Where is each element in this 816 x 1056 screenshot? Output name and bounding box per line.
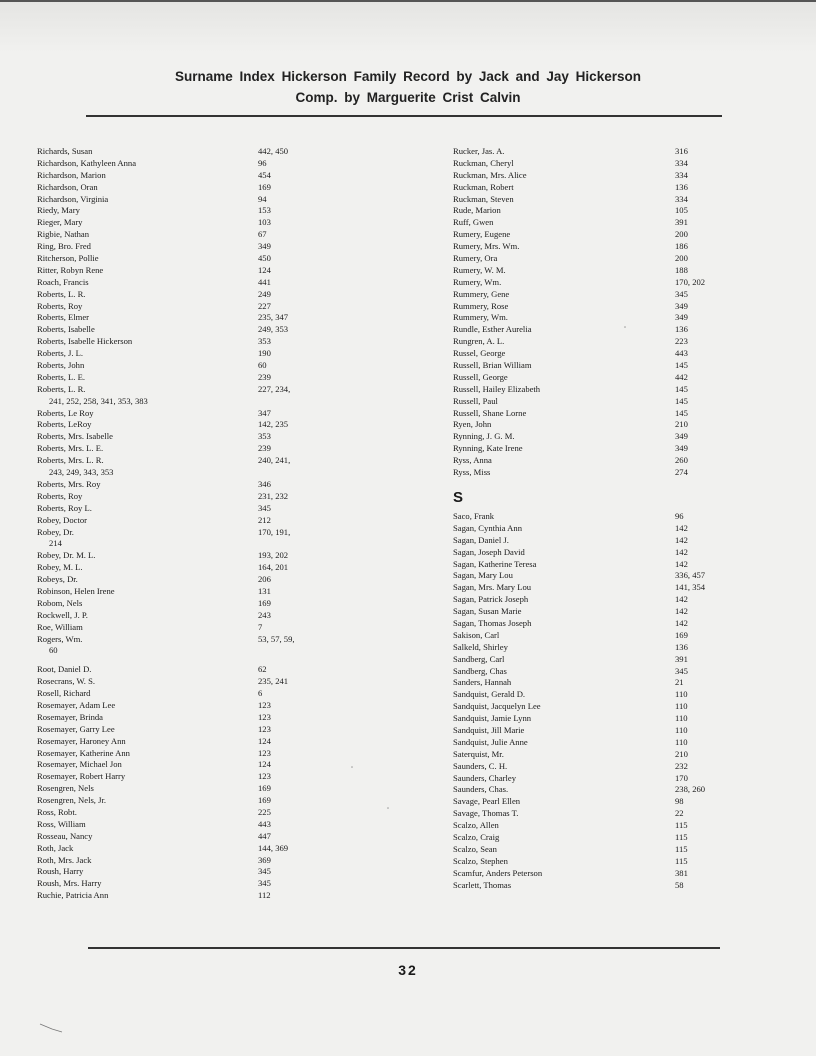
- entry-name: Roberts, Elmer: [37, 312, 90, 323]
- entry-pages: 345: [258, 878, 271, 889]
- entry-pages: 240, 241,: [258, 455, 291, 466]
- entry-pages: 136: [675, 324, 688, 335]
- entry-name: Russel, George: [453, 348, 506, 359]
- entry-pages: 142: [675, 546, 688, 557]
- entry-name: 243, 249, 343, 353: [49, 467, 114, 478]
- entry-pages: 145: [675, 395, 688, 406]
- entry-name: Sandberg, Chas: [453, 665, 507, 676]
- entry-pages: 22: [675, 808, 684, 819]
- entry-name: Ryss, Miss: [453, 467, 491, 478]
- entry-name: Salkeld, Shirley: [453, 641, 508, 652]
- entry-name: Sandquist, Jacquelyn Lee: [453, 701, 541, 712]
- entry-name: Savage, Thomas T.: [453, 808, 519, 819]
- entry-name: Rosemayer, Garry Lee: [37, 723, 115, 734]
- entry-pages: 131: [258, 585, 271, 596]
- entry-pages: 334: [675, 157, 688, 168]
- entry-name: Richards, Susan: [37, 146, 93, 156]
- entry-pages: 231, 232: [258, 490, 289, 501]
- entry-pages: 235, 347: [258, 312, 289, 323]
- entry-pages: 170: [675, 772, 688, 783]
- entry-name: Rosemayer, Brinda: [37, 711, 104, 722]
- entry-name: Rynning, J. G. M.: [453, 431, 515, 442]
- entry-pages: 345: [258, 502, 271, 513]
- entry-name: Roth, Mrs. Jack: [37, 854, 92, 865]
- entry-pages: 227, 234,: [258, 383, 291, 394]
- entry-pages: 170, 202: [675, 276, 706, 287]
- entry-pages: 123: [258, 723, 271, 734]
- entry-name: Sagan, Susan Marie: [453, 606, 522, 617]
- entry-name: Ruckman, Steven: [453, 193, 514, 204]
- entry-name: Roberts, L. E.: [37, 371, 85, 382]
- entry-pages: 353: [258, 431, 271, 442]
- entry-name: Rummery, Wm.: [453, 312, 508, 323]
- entry-name: Savage, Pearl Ellen: [453, 796, 521, 807]
- entry-pages: 381: [675, 867, 688, 878]
- entry-name: Rumery, Mrs. Wm.: [453, 241, 520, 252]
- entry-pages: 391: [675, 653, 688, 664]
- entry-pages: 391: [675, 217, 688, 228]
- entry-name: Ryen, John: [453, 419, 492, 430]
- entry-name: Rumery, Eugene: [453, 229, 511, 240]
- entry-pages: 200: [675, 253, 688, 264]
- entry-pages: 227: [258, 300, 271, 311]
- entry-name: Ruchie, Patricia Ann: [37, 890, 109, 901]
- entry-pages: 238, 260: [675, 784, 706, 795]
- entry-pages: 169: [258, 795, 271, 806]
- entry-pages: 353: [258, 336, 271, 347]
- entry-name: Richardson, Oran: [37, 181, 98, 192]
- entry-name: Roberts, L. R.: [37, 288, 86, 299]
- entry-name: Richardson, Virginia: [37, 193, 109, 204]
- entry-name: Scarlett, Thomas: [453, 879, 512, 890]
- entry-pages: 442: [675, 371, 688, 382]
- entry-name: Roberts, Le Roy: [37, 407, 94, 418]
- entry-name: Sagan, Cynthia Ann: [453, 522, 522, 533]
- entry-name: Ritcherson, Pollie: [37, 253, 99, 264]
- entry-pages: 349: [258, 241, 271, 252]
- entry-name: Roberts, John: [37, 360, 85, 371]
- entry-pages: 349: [675, 312, 688, 323]
- entry-pages: 193, 202: [258, 550, 289, 561]
- entry-pages: 170, 191,: [258, 526, 291, 537]
- entry-name: Richardson, Kathyleen Anna: [37, 157, 137, 168]
- entry-pages: 136: [675, 181, 688, 192]
- entry-pages: 115: [675, 820, 688, 831]
- entry-pages: 443: [675, 348, 688, 359]
- entry-name: Rosemayer, Michael Jon: [37, 759, 122, 770]
- entry-name: Sakison, Carl: [453, 629, 500, 640]
- entry-name: Roberts, Isabelle: [37, 324, 95, 335]
- entry-name: Ryss, Anna: [453, 455, 492, 466]
- entry-pages: 110: [675, 689, 688, 700]
- entry-pages: 124: [258, 735, 271, 746]
- entry-pages: 443: [258, 818, 271, 829]
- entry-name: Rumery, Ora: [453, 253, 498, 264]
- section-letter-s: S: [453, 488, 464, 506]
- entry-name: Rockwell, J. P.: [37, 609, 88, 620]
- entry-name: Sagan, Daniel J.: [453, 534, 509, 545]
- entry-name: Saunders, Chas.: [453, 784, 509, 795]
- entry-pages: 105: [675, 205, 688, 216]
- entry-name: Rummery, Rose: [453, 300, 509, 311]
- entry-name: Roberts, Roy L.: [37, 502, 92, 513]
- entry-name: Rynning, Kate Irene: [453, 443, 523, 454]
- entry-name: Riedy, Mary: [37, 205, 80, 216]
- entry-name: Rosseau, Nancy: [37, 830, 93, 841]
- entry-name: Richardson, Marion: [37, 169, 106, 180]
- entry-pages: 142: [675, 594, 688, 605]
- entry-name: Saterquist, Mr.: [453, 748, 504, 759]
- entry-pages: 186: [675, 241, 688, 252]
- entry-pages: 164, 201: [258, 562, 289, 573]
- entry-name: Rungren, A. L.: [453, 336, 505, 347]
- entry-pages: 58: [675, 879, 684, 890]
- entry-name: Roberts, Roy: [37, 300, 83, 311]
- entry-pages: 447: [258, 830, 271, 841]
- entry-pages: 123: [258, 747, 271, 758]
- entry-pages: 210: [675, 748, 688, 759]
- entry-pages: 136: [675, 641, 688, 652]
- entry-name: Robey, Dr.: [37, 526, 74, 537]
- entry-name: Rumery, W. M.: [453, 264, 506, 275]
- entry-name: Scamfur, Anders Peterson: [453, 867, 543, 878]
- entry-pages: 190: [258, 348, 271, 359]
- entry-pages: 145: [675, 407, 688, 418]
- entry-pages: 349: [675, 300, 688, 311]
- entry-pages: 6: [258, 688, 263, 699]
- entry-pages: 103: [258, 217, 271, 228]
- entry-pages: 223: [675, 336, 688, 347]
- entry-pages: 142, 235: [258, 419, 289, 430]
- entry-pages: 274: [675, 467, 688, 478]
- entry-name: Root, Daniel D.: [37, 664, 92, 675]
- entry-pages: 96: [675, 510, 684, 521]
- entry-pages: 123: [258, 711, 271, 722]
- entry-pages: 169: [675, 629, 688, 640]
- entry-name: 214: [49, 538, 62, 549]
- entry-pages: 346: [258, 478, 271, 489]
- entry-pages: 62: [258, 664, 267, 675]
- entry-name: Rummery, Gene: [453, 288, 510, 299]
- entry-pages: 110: [675, 713, 688, 724]
- entry-pages: 316: [675, 146, 688, 156]
- entry-pages: 454: [258, 169, 271, 180]
- entry-name: Rundle, Esther Aurelia: [453, 324, 532, 335]
- entry-name: Ruckman, Mrs. Alice: [453, 169, 527, 180]
- entry-name: Roberts, J. L.: [37, 348, 84, 359]
- entry-name: Rosengren, Nels: [37, 783, 94, 794]
- entry-pages: 98: [675, 796, 684, 807]
- entry-name: Robinson, Helen Irene: [37, 585, 115, 596]
- entry-name: Rosemayer, Haroney Ann: [37, 735, 126, 746]
- entry-pages: 112: [258, 890, 271, 901]
- entry-name: Roberts, L. R.: [37, 383, 86, 394]
- entry-pages: 21: [675, 677, 684, 688]
- entry-pages: 239: [258, 443, 271, 454]
- entry-pages: 115: [675, 855, 688, 866]
- entry-pages: 153: [258, 205, 271, 216]
- entry-name: Rigbie, Nathan: [37, 229, 90, 240]
- entry-name: 60: [49, 645, 58, 656]
- entry-name: Rogers, Wm.: [37, 633, 83, 644]
- entry-name: Russell, Hailey Elizabeth: [453, 383, 541, 394]
- entry-name: Robey, M. L.: [37, 562, 83, 573]
- header-title-line2: Comp. by Marguerite Crist Calvin: [295, 90, 521, 105]
- entry-name: Rosell, Richard: [37, 688, 91, 699]
- entry-name: Saunders, C. H.: [453, 760, 508, 771]
- entry-pages: 67: [258, 229, 267, 240]
- entry-pages: 243: [258, 609, 271, 620]
- entry-name: Sagan, Thomas Joseph: [453, 617, 532, 628]
- entry-name: Roberts, Mrs. Isabelle: [37, 431, 113, 442]
- entry-pages: 347: [258, 407, 271, 418]
- entry-name: Scalzo, Craig: [453, 831, 500, 842]
- entry-pages: 188: [675, 264, 688, 275]
- entry-name: Roth, Jack: [37, 842, 74, 853]
- entry-name: Roush, Harry: [37, 866, 84, 877]
- entry-pages: 124: [258, 759, 271, 770]
- entry-pages: 441: [258, 276, 271, 287]
- entry-name: Rosengren, Nels, Jr.: [37, 795, 106, 806]
- entry-pages: 124: [258, 264, 271, 275]
- entry-name: Ross, Robt.: [37, 806, 77, 817]
- entry-pages: 60: [258, 360, 267, 371]
- entry-name: Saco, Frank: [453, 510, 495, 521]
- entry-name: Rucker, Jas. A.: [453, 146, 505, 156]
- page-number: 32: [398, 962, 418, 978]
- entry-name: Sandquist, Jill Marie: [453, 724, 525, 735]
- entry-name: Sagan, Joseph David: [453, 546, 525, 557]
- entry-name: Sanders, Hannah: [453, 677, 512, 688]
- entry-pages: 110: [675, 736, 688, 747]
- entry-name: Ritter, Robyn Rene: [37, 264, 104, 275]
- entry-name: Roush, Mrs. Harry: [37, 878, 102, 889]
- entry-pages: 442, 450: [258, 146, 289, 156]
- entry-name: Scalzo, Stephen: [453, 855, 508, 866]
- entry-pages: 336, 457: [675, 570, 706, 581]
- entry-pages: 53, 57, 59,: [258, 633, 295, 644]
- entry-name: Ruckman, Cheryl: [453, 157, 514, 168]
- entry-name: Sandquist, Julie Anne: [453, 736, 528, 747]
- entry-name: Rosecrans, W. S.: [37, 676, 96, 687]
- entry-pages: 212: [258, 514, 271, 525]
- entry-name: Sandquist, Gerald D.: [453, 689, 526, 700]
- entry-name: Ross, William: [37, 818, 86, 829]
- entry-name: Sandberg, Carl: [453, 653, 505, 664]
- entry-name: Sagan, Katherine Teresa: [453, 558, 537, 569]
- entry-pages: 144, 369: [258, 842, 289, 853]
- entry-name: Rude, Marion: [453, 205, 501, 216]
- entry-pages: 249, 353: [258, 324, 289, 335]
- entry-pages: 145: [675, 360, 688, 371]
- entry-name: Roberts, Roy: [37, 490, 83, 501]
- entry-name: Roach, Francis: [37, 276, 89, 287]
- entry-pages: 260: [675, 455, 688, 466]
- entry-pages: 232: [675, 760, 688, 771]
- entry-name: Scalzo, Sean: [453, 843, 497, 854]
- entry-pages: 123: [258, 771, 271, 782]
- entry-pages: 334: [675, 169, 688, 180]
- entry-pages: 110: [675, 701, 688, 712]
- entry-pages: 145: [675, 383, 688, 394]
- entry-name: Sandquist, Jamie Lynn: [453, 713, 532, 724]
- entry-name: Roberts, Mrs. L. R.: [37, 455, 104, 466]
- entry-pages: 115: [675, 831, 688, 842]
- entry-pages: 345: [258, 866, 271, 877]
- entry-pages: 349: [675, 431, 688, 442]
- entry-pages: 225: [258, 806, 271, 817]
- entry-pages: 334: [675, 193, 688, 204]
- entry-name: Rosemayer, Adam Lee: [37, 699, 116, 710]
- entry-name: Ring, Bro. Fred: [37, 241, 91, 252]
- entry-pages: 345: [675, 288, 688, 299]
- entry-name: Rumery, Wm.: [453, 276, 502, 287]
- entry-name: Ruff, Gwen: [453, 217, 494, 228]
- entry-name: Russell, Brian William: [453, 360, 532, 371]
- entry-pages: 94: [258, 193, 267, 204]
- entry-name: Russell, Paul: [453, 395, 498, 406]
- entry-name: 241, 252, 258, 341, 353, 383: [49, 395, 148, 406]
- entry-pages: 249: [258, 288, 271, 299]
- entry-name: Robeys, Dr.: [37, 574, 78, 585]
- entry-pages: 141, 354: [675, 582, 706, 593]
- entry-pages: 200: [675, 229, 688, 240]
- entry-pages: 169: [258, 597, 271, 608]
- entry-pages: 169: [258, 181, 271, 192]
- entry-pages: 142: [675, 606, 688, 617]
- entry-pages: 235, 241: [258, 676, 289, 687]
- entry-pages: 110: [675, 724, 688, 735]
- entry-pages: 210: [675, 419, 688, 430]
- entry-pages: 169: [258, 783, 271, 794]
- entry-pages: 123: [258, 699, 271, 710]
- entry-pages: 142: [675, 617, 688, 628]
- entry-pages: 206: [258, 574, 271, 585]
- entry-pages: 96: [258, 157, 267, 168]
- entry-name: Rieger, Mary: [37, 217, 83, 228]
- entry-pages: 345: [675, 665, 688, 676]
- entry-pages: 142: [675, 558, 688, 569]
- entry-name: Sagan, Patrick Joseph: [453, 594, 529, 605]
- entry-pages: 7: [258, 621, 263, 632]
- entry-pages: 142: [675, 534, 688, 545]
- entry-name: Rosemayer, Robert Harry: [37, 771, 126, 782]
- entry-name: Roberts, Mrs. L. E.: [37, 443, 104, 454]
- header-title-line1: Surname Index Hickerson Family Record by Jack and Jay Hickerson: [175, 69, 641, 84]
- entry-name: Saunders, Charley: [453, 772, 517, 783]
- entry-name: Roberts, Mrs. Roy: [37, 478, 101, 489]
- entry-name: Roberts, LeRoy: [37, 419, 92, 430]
- entry-pages: 450: [258, 253, 271, 264]
- entry-pages: 349: [675, 443, 688, 454]
- entry-name: Sagan, Mrs. Mary Lou: [453, 582, 532, 593]
- entry-pages: 115: [675, 843, 688, 854]
- entry-name: Russell, Shane Lorne: [453, 407, 527, 418]
- entry-name: Robey, Doctor: [37, 514, 88, 525]
- entry-pages: 369: [258, 854, 271, 865]
- entry-name: Rosemayer, Katherine Ann: [37, 747, 130, 758]
- entry-name: Scalzo, Allen: [453, 820, 499, 831]
- entry-name: Roe, William: [37, 621, 83, 632]
- entry-name: Robey, Dr. M. L.: [37, 550, 96, 561]
- entry-name: Ruckman, Robert: [453, 181, 514, 192]
- entry-pages: 142: [675, 522, 688, 533]
- entry-pages: 239: [258, 371, 271, 382]
- entry-name: Roberts, Isabelle Hickerson: [37, 336, 133, 347]
- entry-name: Sagan, Mary Lou: [453, 570, 513, 581]
- entry-name: Russell, George: [453, 371, 508, 382]
- entry-name: Robom, Nels: [37, 597, 83, 608]
